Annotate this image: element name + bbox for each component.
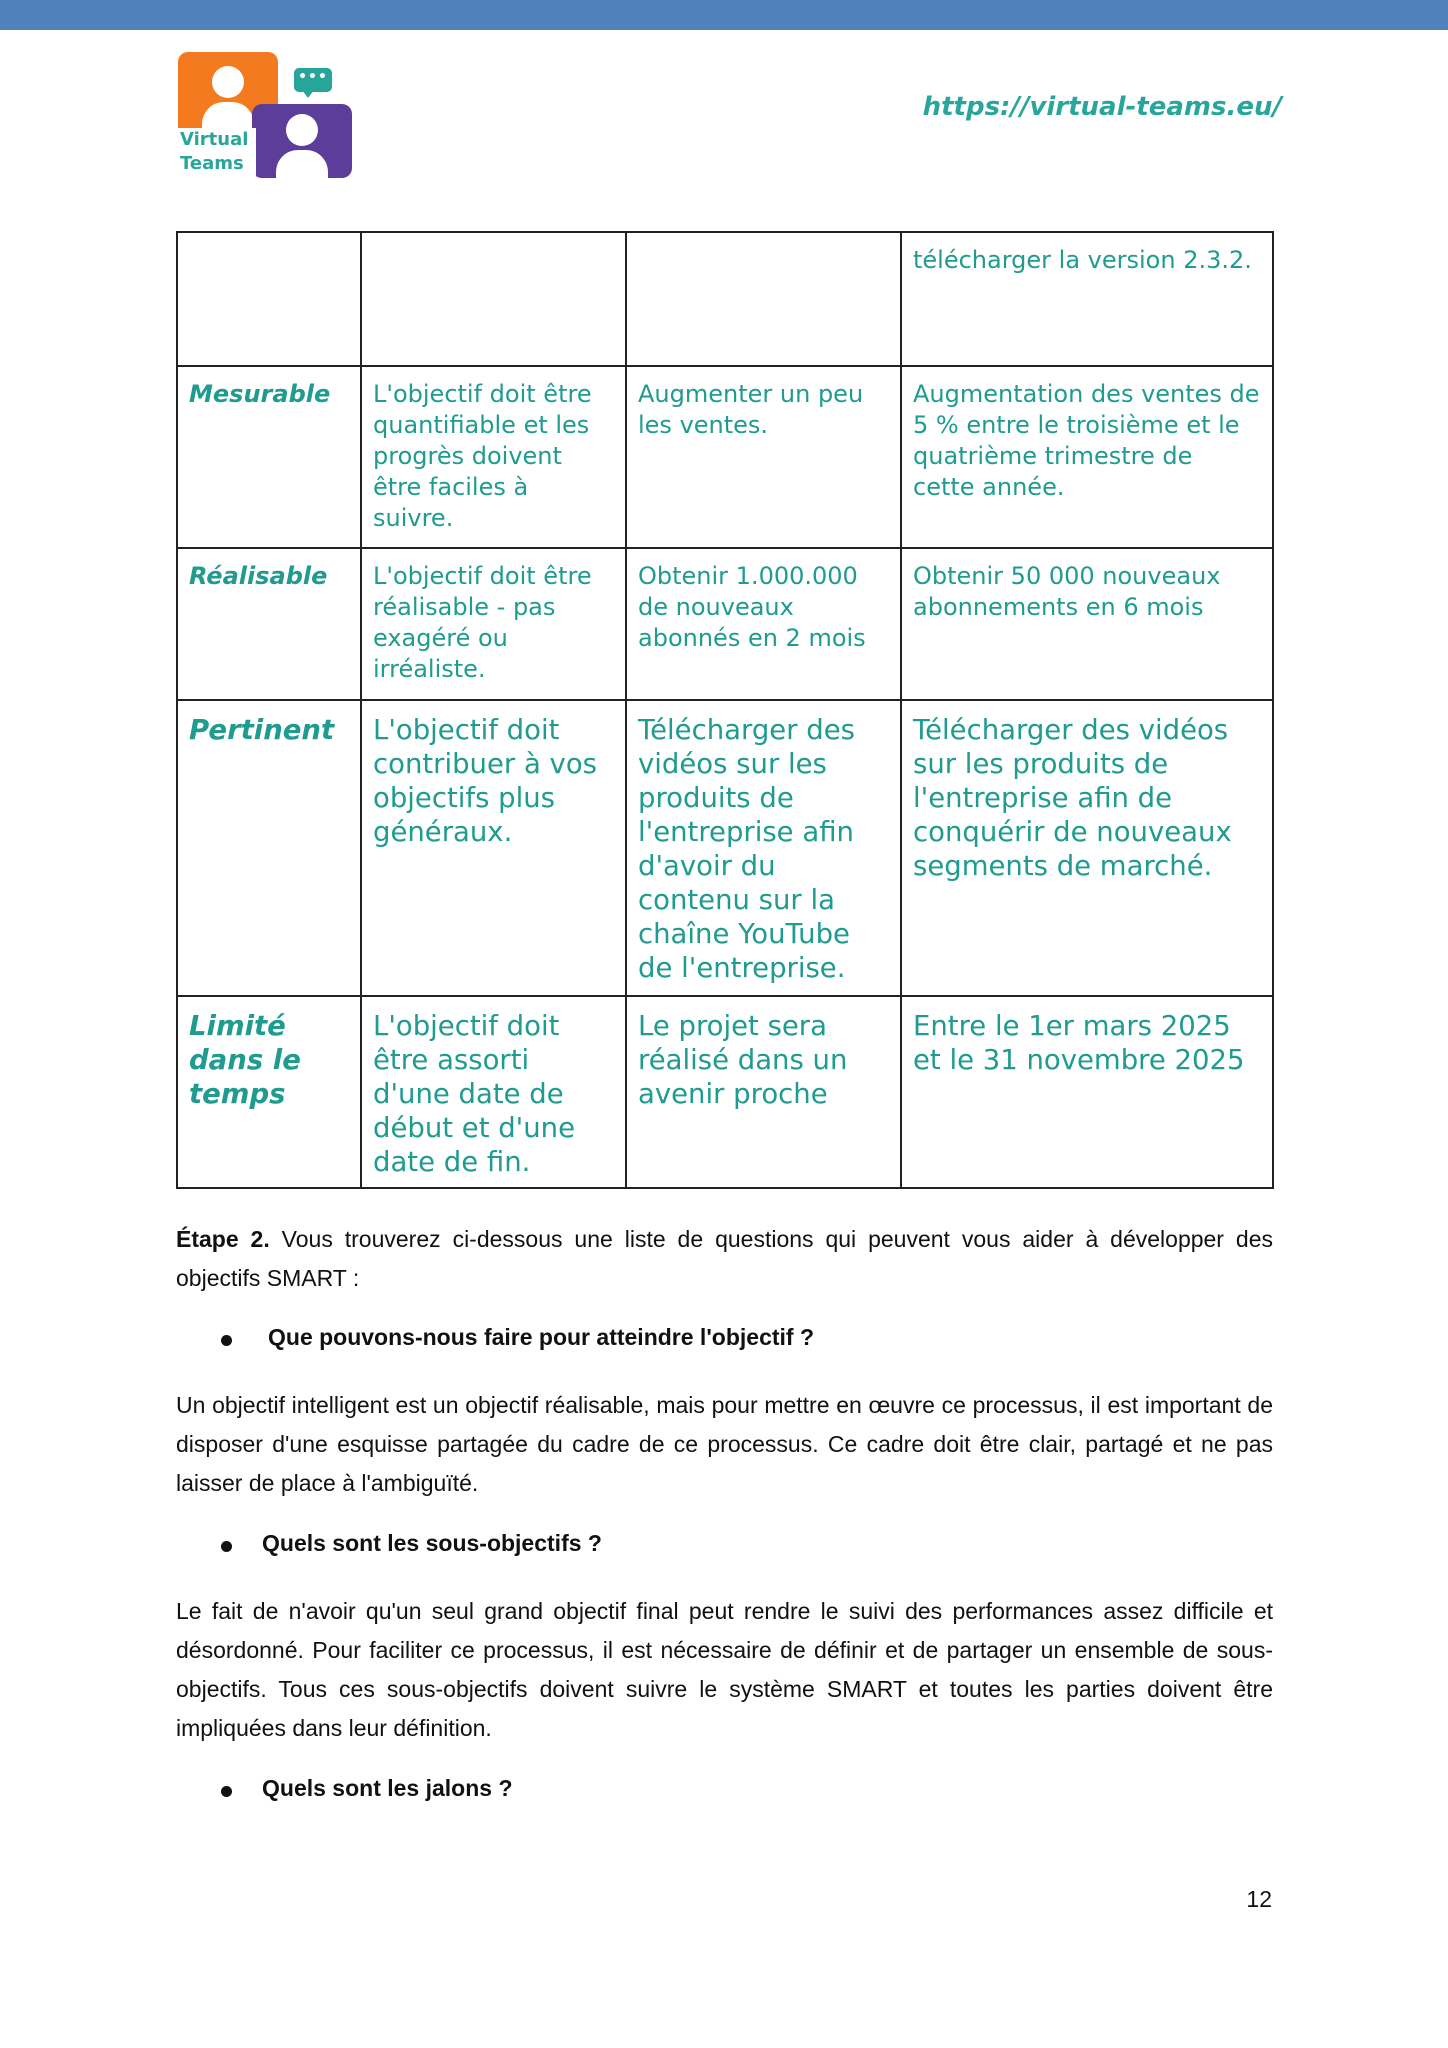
logo-text-line1: Virtual	[180, 129, 249, 150]
table-row	[177, 700, 1273, 996]
bad-example-cell	[626, 232, 901, 366]
bullet-dot-icon	[221, 1541, 232, 1552]
good-example-cell: Télécharger des vidéos sur les produits de l'entreprise afin de conquérir de nouveaux segments de marché.	[901, 700, 1273, 996]
person-head-icon	[212, 66, 244, 98]
step-label: Étape 2.	[176, 1226, 270, 1252]
chat-dots-icon: •••	[298, 69, 328, 85]
table-row	[177, 366, 1273, 548]
criterion-cell: Mesurable	[177, 366, 361, 548]
top-bar	[0, 0, 1448, 30]
bullet-question-1: Que pouvons-nous faire pour atteindre l'objectif ?	[268, 1324, 815, 1350]
bad-example-cell: Obtenir 1.000.000 de nouveaux abonnés en 2 mois	[626, 548, 901, 700]
table-row	[177, 996, 1273, 1188]
virtual-teams-logo	[178, 52, 352, 178]
bullet-dot-icon	[221, 1786, 232, 1797]
step-text: Vous trouverez ci-dessous une liste de questions qui peuvent vous aider à développer des objectifs SMART :	[176, 1226, 1273, 1291]
page-number: 12	[1246, 1886, 1272, 1912]
definition-cell	[361, 232, 626, 366]
bullet-dot-icon	[221, 1335, 232, 1346]
bullet-question-3: Quels sont les jalons ?	[262, 1775, 513, 1801]
criterion-cell: Limité dans le temps	[177, 996, 361, 1188]
table-row	[177, 548, 1273, 700]
good-example-cell: Obtenir 50 000 nouveaux abonnements en 6 mois	[901, 548, 1273, 700]
definition-cell: L'objectif doit contribuer à vos objectifs plus généraux.	[361, 700, 626, 996]
table-row	[177, 232, 1273, 366]
criterion-cell	[177, 232, 361, 366]
definition-cell: L'objectif doit être assorti d'une date de début et d'une date de fin.	[361, 996, 626, 1188]
good-example-cell: Entre le 1er mars 2025 et le 31 novembre 2025	[901, 996, 1273, 1188]
definition-cell: L'objectif doit être réalisable - pas exagéré ou irréaliste.	[361, 548, 626, 700]
good-example-cell: télécharger la version 2.3.2.	[901, 232, 1273, 366]
logo-text	[178, 128, 256, 176]
website-link[interactable]: https://virtual-teams.eu/	[922, 92, 1282, 122]
bad-example-cell: Augmenter un peu les ventes.	[626, 366, 901, 548]
definition-cell: L'objectif doit être quantifiable et les progrès doivent être faciles à suivre.	[361, 366, 626, 548]
logo-purple-person-tile	[252, 104, 352, 178]
bad-example-cell: Le projet sera réalisé dans un avenir proche	[626, 996, 901, 1188]
logo-text-line2: Teams	[180, 153, 244, 174]
step-2-paragraph	[176, 1220, 1273, 1298]
paragraph-2: Le fait de n'avoir qu'un seul grand objectif final peut rendre le suivi des performances assez difficile et désordonné. Pour faciliter ce processus, il est nécessaire de définir et de partager un ensemble de sous-objectifs. Tous ces sous-objectifs doivent suivre le système SMART et toutes les parties doivent être impliquées dans leur définition.	[176, 1598, 1273, 1741]
criterion-cell: Réalisable	[177, 548, 361, 700]
smart-criteria-table	[176, 231, 1274, 1189]
bad-example-cell: Télécharger des vidéos sur les produits de l'entreprise afin d'avoir du contenu sur la chaîne YouTube de l'entreprise.	[626, 700, 901, 996]
bullet-question-2: Quels sont les sous-objectifs ?	[262, 1530, 602, 1556]
criterion-cell: Pertinent	[177, 700, 361, 996]
good-example-cell: Augmentation des ventes de 5 % entre le troisième et le quatrième trimestre de cette année.	[901, 366, 1273, 548]
paragraph-1: Un objectif intelligent est un objectif réalisable, mais pour mettre en œuvre ce processus, il est important de disposer d'une esquisse partagée du cadre de ce processus. Ce cadre doit être clair, partagé et ne pas laisser de place à l'ambiguïté.	[176, 1392, 1273, 1496]
person-head-icon	[286, 114, 318, 146]
person-body-icon	[276, 150, 328, 178]
